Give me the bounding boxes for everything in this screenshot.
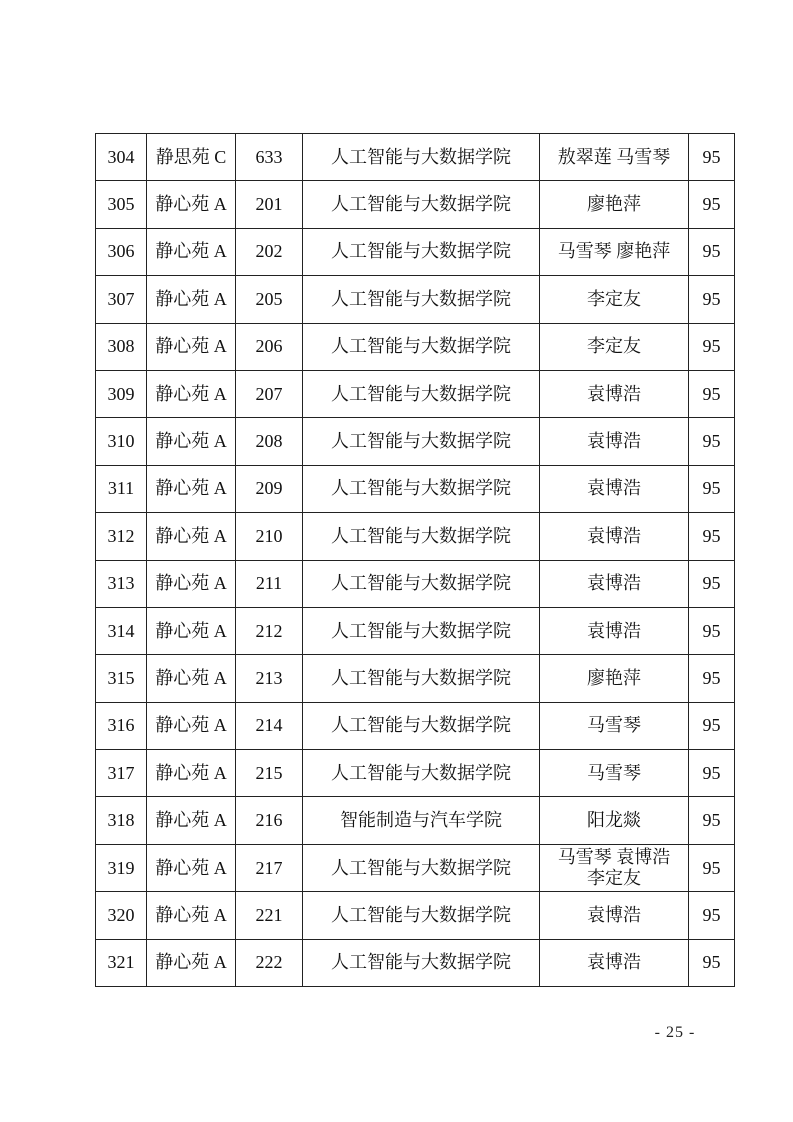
college-cell: 人工智能与大数据学院 (303, 844, 540, 891)
college-cell: 人工智能与大数据学院 (303, 939, 540, 986)
room-number-cell: 210 (236, 513, 303, 560)
room-number-cell: 208 (236, 418, 303, 465)
responsible-names-cell: 马雪琴 袁博浩 李定友 (540, 844, 689, 891)
college-cell: 人工智能与大数据学院 (303, 702, 540, 749)
score-cell: 95 (689, 228, 735, 275)
college-cell: 人工智能与大数据学院 (303, 323, 540, 370)
score-cell: 95 (689, 797, 735, 844)
table-body (96, 134, 735, 987)
building-cell: 静心苑 A (147, 418, 236, 465)
row-number-cell: 318 (96, 797, 147, 844)
room-number-cell: 217 (236, 844, 303, 891)
table-row (96, 276, 735, 323)
responsible-names-cell: 马雪琴 (540, 702, 689, 749)
score-cell: 95 (689, 323, 735, 370)
score-cell: 95 (689, 655, 735, 702)
table-row (96, 750, 735, 797)
responsible-names-cell: 袁博浩 (540, 370, 689, 417)
college-cell: 人工智能与大数据学院 (303, 418, 540, 465)
row-number-cell: 311 (96, 465, 147, 512)
college-cell: 人工智能与大数据学院 (303, 181, 540, 228)
room-number-cell: 215 (236, 750, 303, 797)
table-row (96, 655, 735, 702)
building-cell: 静心苑 A (147, 560, 236, 607)
building-cell: 静心苑 A (147, 939, 236, 986)
score-cell: 95 (689, 939, 735, 986)
building-cell: 静心苑 A (147, 655, 236, 702)
room-number-cell: 206 (236, 323, 303, 370)
responsible-names-cell: 袁博浩 (540, 892, 689, 939)
building-cell: 静心苑 A (147, 844, 236, 891)
score-cell: 95 (689, 276, 735, 323)
table-row (96, 797, 735, 844)
college-cell: 人工智能与大数据学院 (303, 513, 540, 560)
room-number-cell: 212 (236, 607, 303, 654)
row-number-cell: 317 (96, 750, 147, 797)
page-number: - 25 - (654, 1024, 696, 1041)
building-cell: 静心苑 A (147, 181, 236, 228)
room-number-cell: 205 (236, 276, 303, 323)
building-cell: 静思苑 C (147, 134, 236, 181)
college-cell: 智能制造与汽车学院 (303, 797, 540, 844)
table-row (96, 134, 735, 181)
building-cell: 静心苑 A (147, 750, 236, 797)
building-cell: 静心苑 A (147, 465, 236, 512)
responsible-names-cell: 袁博浩 (540, 939, 689, 986)
row-number-cell: 316 (96, 702, 147, 749)
room-number-cell: 213 (236, 655, 303, 702)
responsible-names-cell: 马雪琴 (540, 750, 689, 797)
table-row (96, 418, 735, 465)
responsible-names-cell: 袁博浩 (540, 465, 689, 512)
building-cell: 静心苑 A (147, 607, 236, 654)
college-cell: 人工智能与大数据学院 (303, 276, 540, 323)
score-cell: 95 (689, 607, 735, 654)
building-cell: 静心苑 A (147, 892, 236, 939)
score-cell: 95 (689, 134, 735, 181)
responsible-names-cell: 马雪琴 廖艳萍 (540, 228, 689, 275)
score-cell: 95 (689, 513, 735, 560)
table-row (96, 228, 735, 275)
row-number-cell: 304 (96, 134, 147, 181)
score-cell: 95 (689, 844, 735, 891)
college-cell: 人工智能与大数据学院 (303, 892, 540, 939)
room-number-cell: 214 (236, 702, 303, 749)
row-number-cell: 307 (96, 276, 147, 323)
college-cell: 人工智能与大数据学院 (303, 134, 540, 181)
responsible-names-cell: 李定友 (540, 276, 689, 323)
score-cell: 95 (689, 560, 735, 607)
table-row (96, 370, 735, 417)
building-cell: 静心苑 A (147, 797, 236, 844)
table-row (96, 939, 735, 986)
table-row (96, 607, 735, 654)
score-cell: 95 (689, 418, 735, 465)
table-row (96, 181, 735, 228)
score-cell: 95 (689, 750, 735, 797)
table-row (96, 465, 735, 512)
row-number-cell: 320 (96, 892, 147, 939)
room-number-cell: 209 (236, 465, 303, 512)
table-row (96, 513, 735, 560)
college-cell: 人工智能与大数据学院 (303, 465, 540, 512)
college-cell: 人工智能与大数据学院 (303, 228, 540, 275)
table-row (96, 560, 735, 607)
row-number-cell: 313 (96, 560, 147, 607)
score-cell: 95 (689, 370, 735, 417)
table-row (96, 323, 735, 370)
responsible-names-cell: 阳龙燚 (540, 797, 689, 844)
building-cell: 静心苑 A (147, 702, 236, 749)
table-row (96, 892, 735, 939)
college-cell: 人工智能与大数据学院 (303, 560, 540, 607)
score-cell: 95 (689, 181, 735, 228)
room-number-cell: 211 (236, 560, 303, 607)
room-number-cell: 221 (236, 892, 303, 939)
row-number-cell: 312 (96, 513, 147, 560)
responsible-names-cell: 李定友 (540, 323, 689, 370)
room-number-cell: 633 (236, 134, 303, 181)
room-number-cell: 207 (236, 370, 303, 417)
score-cell: 95 (689, 465, 735, 512)
responsible-names-cell: 廖艳萍 (540, 181, 689, 228)
room-number-cell: 222 (236, 939, 303, 986)
responsible-names-cell: 袁博浩 (540, 513, 689, 560)
table-row (96, 844, 735, 891)
room-number-cell: 202 (236, 228, 303, 275)
score-cell: 95 (689, 892, 735, 939)
row-number-cell: 308 (96, 323, 147, 370)
room-number-cell: 216 (236, 797, 303, 844)
row-number-cell: 315 (96, 655, 147, 702)
responsible-names-cell: 敖翠莲 马雪琴 (540, 134, 689, 181)
building-cell: 静心苑 A (147, 323, 236, 370)
college-cell: 人工智能与大数据学院 (303, 370, 540, 417)
building-cell: 静心苑 A (147, 276, 236, 323)
dormitory-score-table (95, 133, 735, 987)
row-number-cell: 309 (96, 370, 147, 417)
row-number-cell: 319 (96, 844, 147, 891)
college-cell: 人工智能与大数据学院 (303, 750, 540, 797)
responsible-names-cell: 廖艳萍 (540, 655, 689, 702)
building-cell: 静心苑 A (147, 228, 236, 275)
room-number-cell: 201 (236, 181, 303, 228)
row-number-cell: 310 (96, 418, 147, 465)
row-number-cell: 321 (96, 939, 147, 986)
responsible-names-cell: 袁博浩 (540, 560, 689, 607)
row-number-cell: 314 (96, 607, 147, 654)
college-cell: 人工智能与大数据学院 (303, 655, 540, 702)
row-number-cell: 305 (96, 181, 147, 228)
building-cell: 静心苑 A (147, 370, 236, 417)
responsible-names-cell: 袁博浩 (540, 418, 689, 465)
college-cell: 人工智能与大数据学院 (303, 607, 540, 654)
row-number-cell: 306 (96, 228, 147, 275)
responsible-names-cell: 袁博浩 (540, 607, 689, 654)
building-cell: 静心苑 A (147, 513, 236, 560)
table-row (96, 702, 735, 749)
score-cell: 95 (689, 702, 735, 749)
